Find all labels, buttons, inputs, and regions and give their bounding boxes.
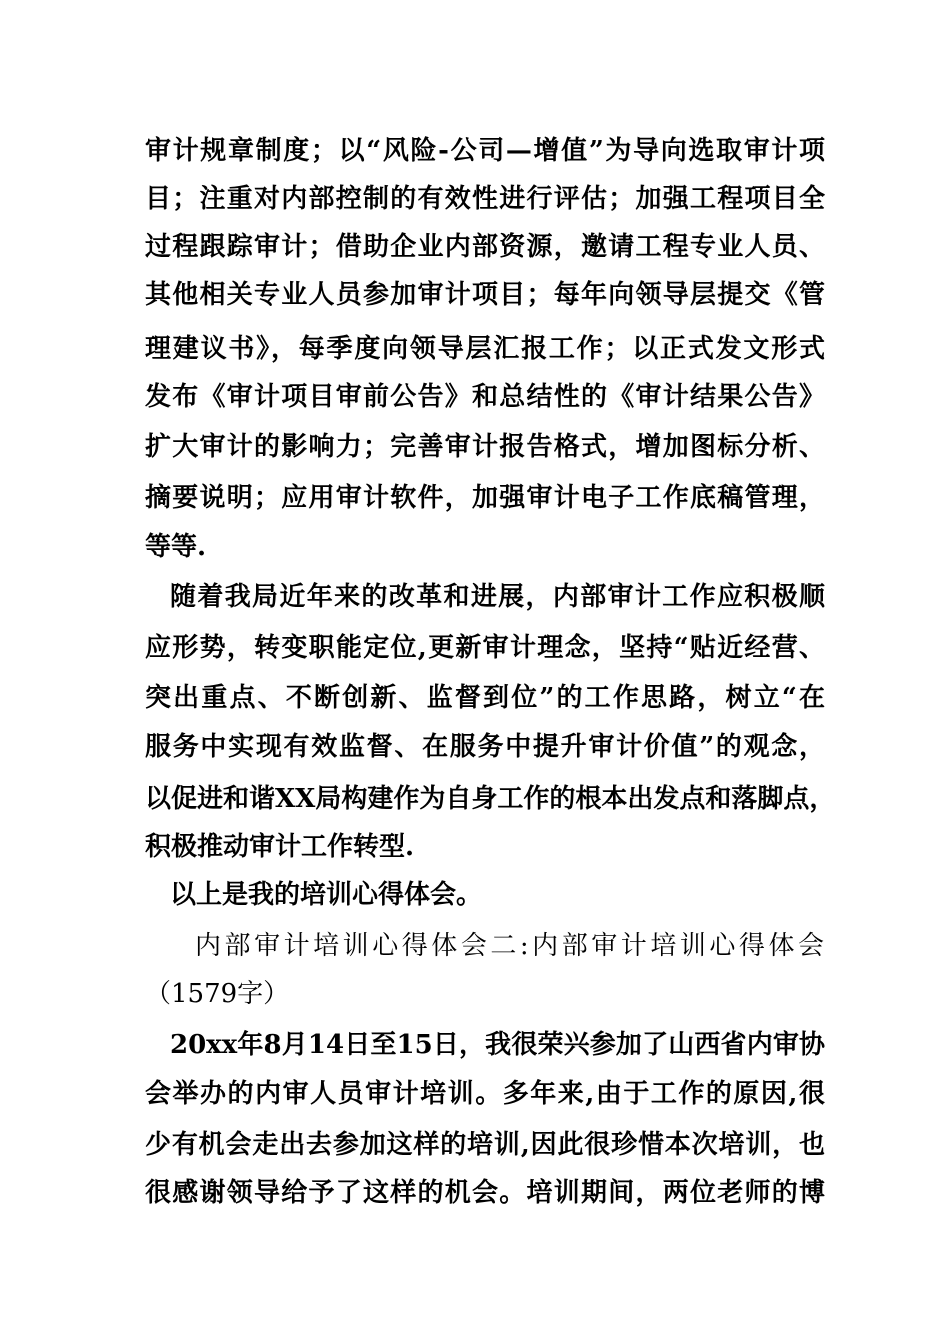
text-line: 扩大审计的影响力；完善审计报告格式，增加图标分析、 bbox=[145, 432, 825, 462]
paragraph-first-line: 以上是我的培训心得体会。 bbox=[170, 880, 483, 910]
section-title-wordcount: （1579字） bbox=[145, 979, 290, 1009]
text-line: 服务中实现有效监督、在服务中提升审计价值”的观念， bbox=[145, 732, 825, 762]
section-title: 内部审计培训心得体会二:内部审计培训心得体会 bbox=[195, 931, 825, 961]
text-line: 应形势，转变职能定位,更新审计理念，坚持“贴近经营、 bbox=[145, 633, 825, 663]
text-line: 以促进和谐XX局构建作为自身工作的根本出发点和落脚点， bbox=[145, 784, 836, 814]
text-line: 其他相关专业人员参加审计项目；每年向领导层提交《管 bbox=[145, 280, 825, 310]
paragraph-first-line: 随着我局近年来的改革和进展，内部审计工作应积极顺 bbox=[170, 582, 825, 612]
text-line: 摘要说明；应用审计软件，加强审计电子工作底稿管理， bbox=[145, 483, 825, 513]
text-line: 会举办的内审人员审计培训。多年来,由于工作的原因,很 bbox=[145, 1079, 825, 1109]
paragraph-first-line: 20xx年8月14日至15日，我很荣兴参加了山西省内审协 bbox=[170, 1030, 825, 1060]
text-line: 发布《审计项目审前公告》和总结性的《审计结果公告》 bbox=[145, 382, 825, 412]
text-line: 理建议书》，每季度向领导层汇报工作；以正式发文形式 bbox=[145, 334, 825, 364]
text-line: 审计规章制度；以“风险-公司—增值”为导向选取审计项 bbox=[145, 136, 825, 166]
text-line: 突出重点、不断创新、监督到位”的工作思路，树立“在 bbox=[145, 683, 825, 713]
text-line: 积极推动审计工作转型. bbox=[145, 832, 415, 862]
text-line: 等等. bbox=[145, 532, 207, 562]
text-line: 目；注重对内部控制的有效性进行评估；加强工程项目全 bbox=[145, 184, 825, 214]
text-line: 少有机会走出去参加这样的培训,因此很珍惜本次培训，也 bbox=[145, 1130, 825, 1160]
text-line: 很感谢领导给予了这样的机会。培训期间，两位老师的博 bbox=[145, 1178, 825, 1208]
text-line: 过程跟踪审计；借助企业内部资源，邀请工程专业人员、 bbox=[145, 232, 825, 262]
